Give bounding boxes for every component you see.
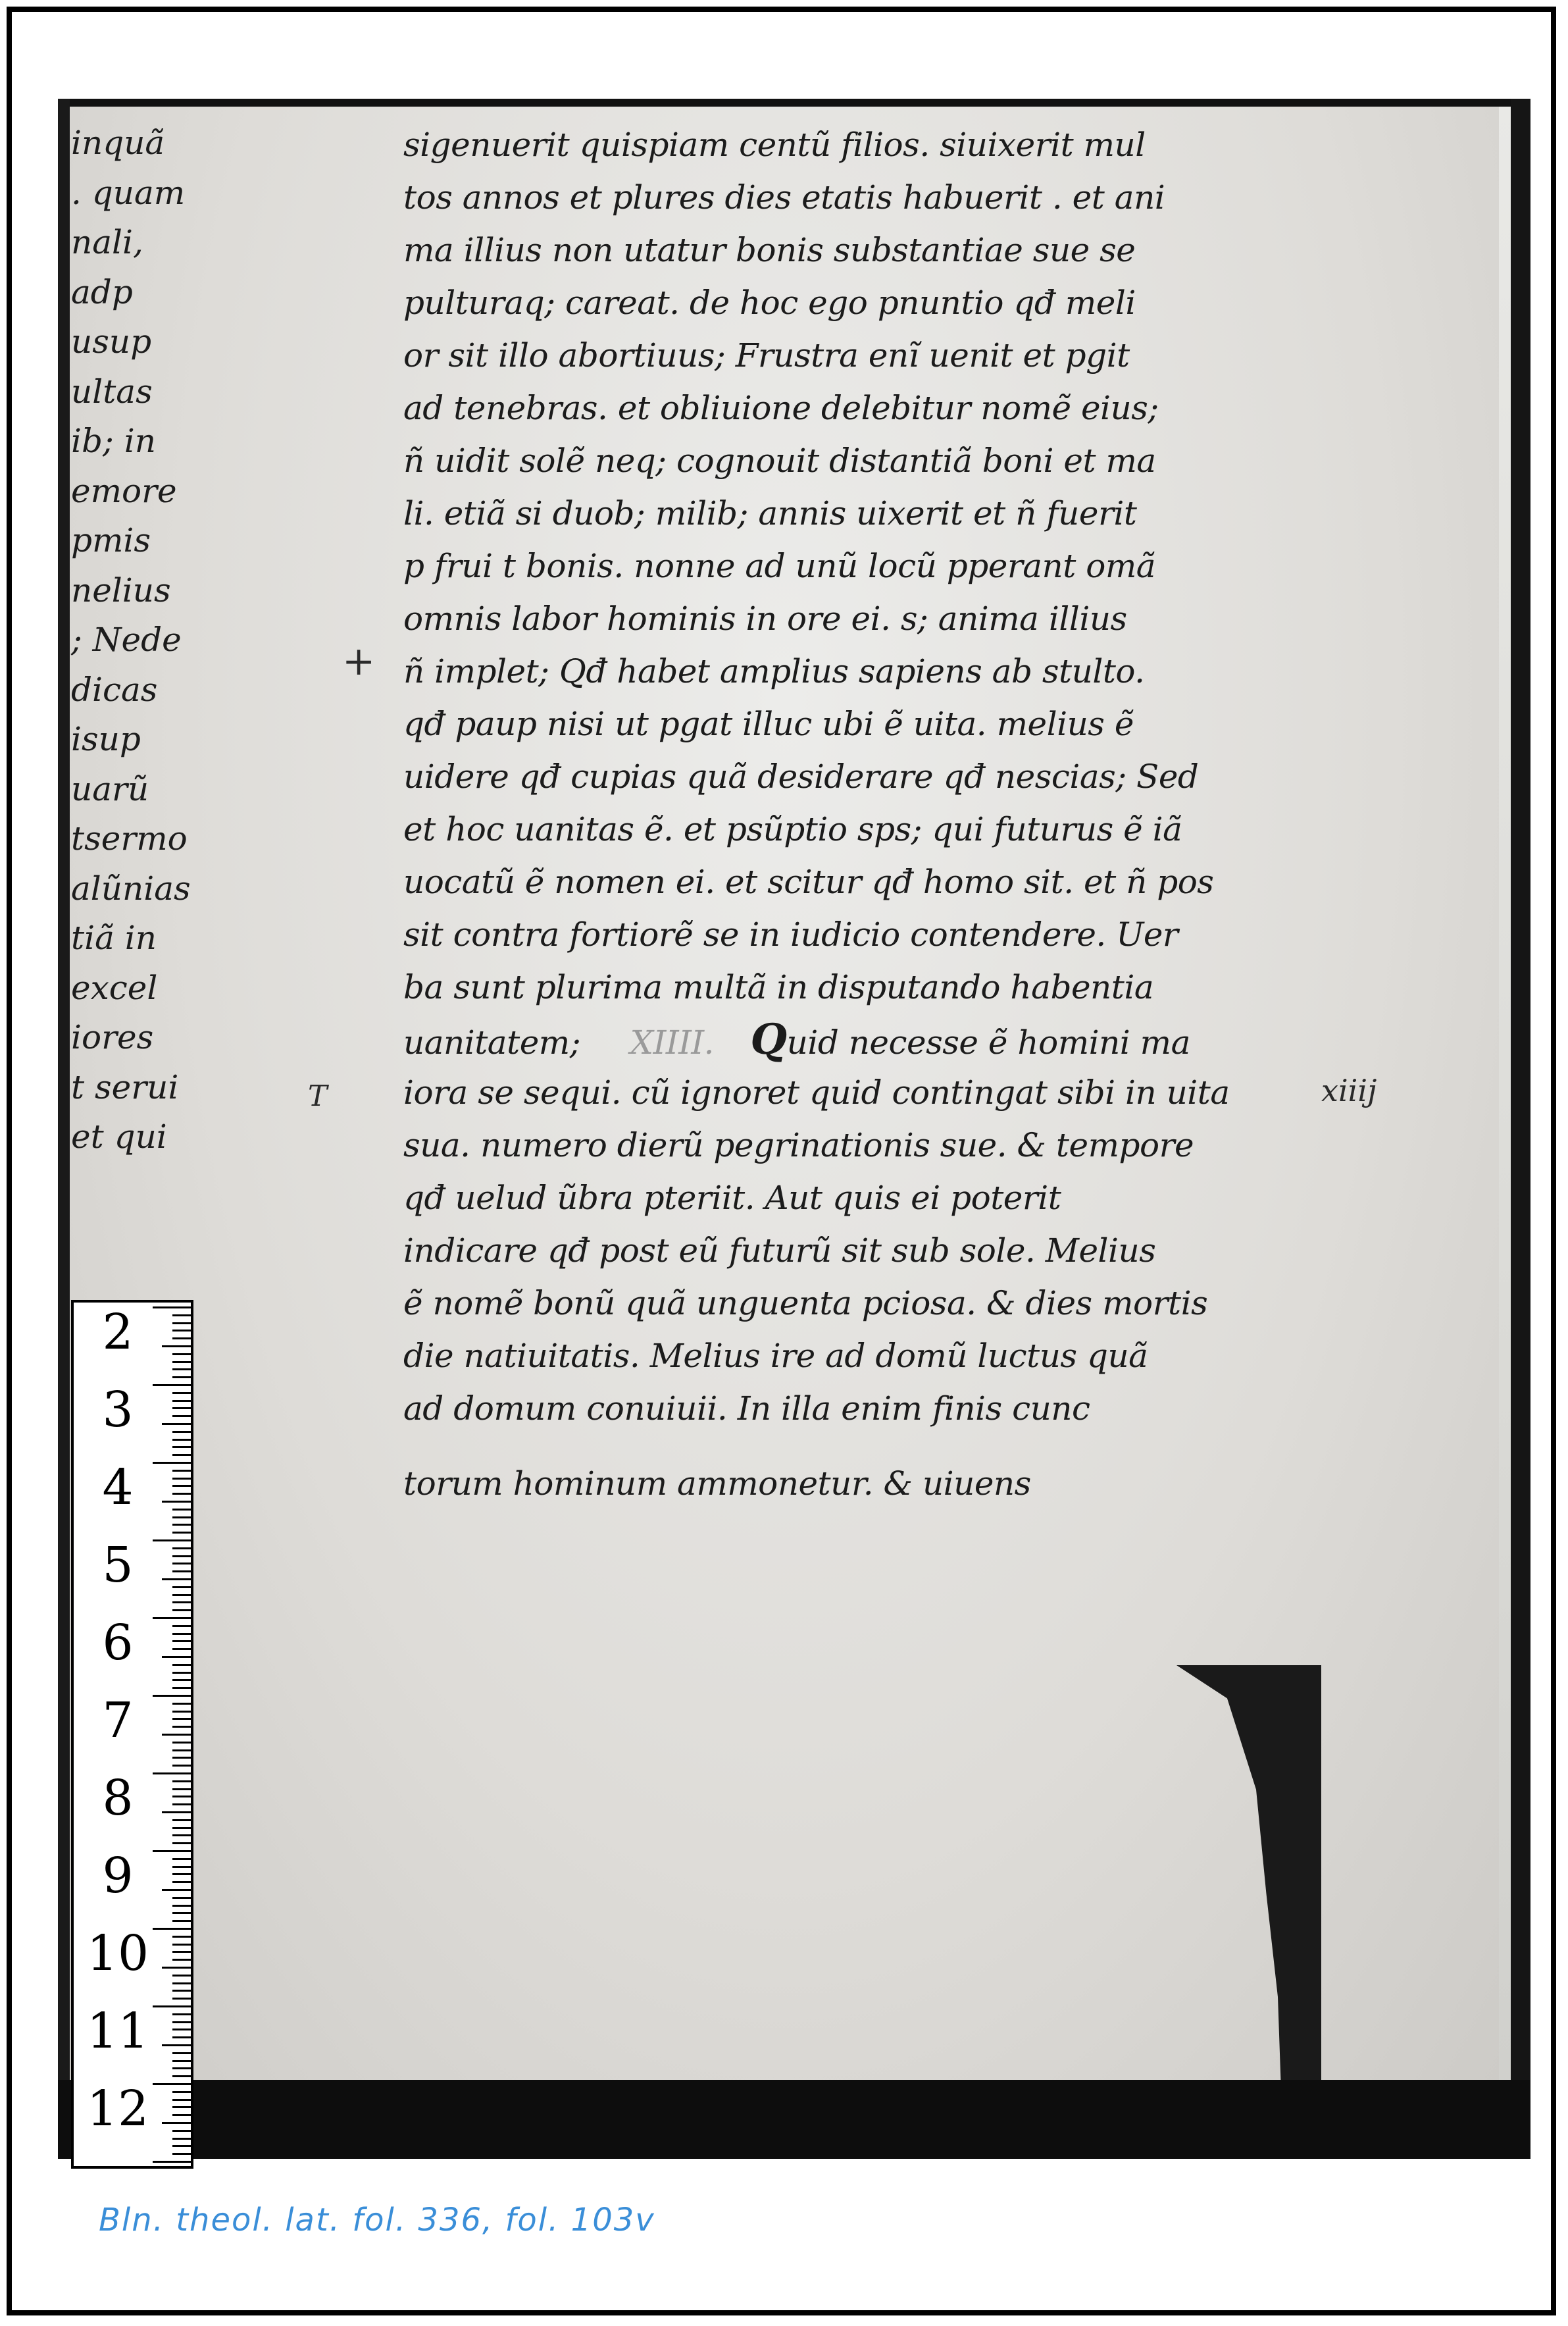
left-fragment: dicas — [71, 670, 158, 709]
text-line: ñ uidit solẽ neq; cognouit distantiã boni et ma — [403, 442, 1156, 480]
margin-cross-mark: + — [342, 638, 376, 685]
text-line: sit contra fortiorẽ se in iudicio contendere. Uer — [403, 916, 1178, 954]
ruler-number: 10 — [86, 1925, 149, 1982]
ruler-tick — [172, 1509, 191, 1511]
chapter-line-lead: uanitatem; — [403, 1023, 581, 1062]
ruler-tick — [172, 1524, 191, 1526]
ruler-number: 6 — [102, 1615, 134, 1671]
ruler-tick — [172, 1555, 191, 1557]
ruler-tick — [162, 1423, 191, 1425]
text-line: die natiuitatis. Melius ire ad domũ luctus quã — [403, 1337, 1148, 1375]
ruler-tick — [172, 2075, 191, 2077]
ruler-number: 11 — [86, 2003, 149, 2059]
photo-top-edge — [58, 99, 1530, 107]
ruler-number: 8 — [102, 1770, 134, 1826]
ruler-number: 7 — [102, 1692, 134, 1749]
ruler-tick — [172, 1726, 191, 1728]
left-fragment: pmis — [71, 521, 151, 559]
ruler-tick — [172, 1640, 191, 1642]
ruler-tick — [172, 1780, 191, 1782]
left-fragment: nali, — [71, 223, 143, 261]
ruler-number: 5 — [102, 1537, 134, 1593]
photo-bottom-band — [58, 2080, 1530, 2159]
ruler-tick — [172, 1470, 191, 1472]
text-line: qđ uelud ũbra pteriit. Aut quis ei poterit — [403, 1179, 1061, 1217]
text-line: uocatũ ẽ nomen ei. et scitur qđ homo sit. et ñ pos — [403, 863, 1214, 901]
ruler-tick — [172, 1415, 191, 1417]
left-fragment: emore — [71, 471, 177, 510]
ruler-tick — [172, 1368, 191, 1370]
ruler-tick — [172, 1547, 191, 1549]
ruler-tick — [172, 2114, 191, 2116]
ruler-tick — [172, 1711, 191, 1713]
text-line: pulturaq; careat. de hoc ego pnuntio qđ meli — [403, 284, 1136, 322]
text-line: ẽ nomẽ bonũ quã unguenta pciosa. & dies mortis — [403, 1284, 1208, 1322]
ruler-tick — [172, 1990, 191, 1992]
ruler-tick — [172, 1749, 191, 1751]
ruler-tick — [172, 1905, 191, 1907]
ruler-tick — [153, 1306, 191, 1308]
ruler-tick — [153, 2005, 191, 2007]
text-line: torum hominum ammonetur. & uiuens — [403, 1464, 1031, 1503]
left-fragment: nelius — [71, 571, 171, 609]
left-fragment: ultas — [71, 372, 153, 411]
margin-chapter-mark: xiiij — [1321, 1073, 1377, 1108]
left-column-fragments — [71, 118, 229, 1162]
text-line: sigenuerit quispiam centũ filios. siuixerit mul — [403, 126, 1146, 164]
ruler-tick — [172, 1912, 191, 1914]
ruler-tick — [172, 1454, 191, 1456]
ruler-tick — [172, 1687, 191, 1689]
chapter-break-line — [403, 1014, 1404, 1066]
ruler-tick — [172, 2106, 191, 2108]
ruler-tick — [172, 1563, 191, 1564]
ruler-tick — [172, 2130, 191, 2132]
left-fragment: adp — [71, 272, 133, 311]
ruler-tick — [172, 1897, 191, 1899]
ruler-tick — [162, 2044, 191, 2046]
ruler-tick — [153, 1384, 191, 1386]
ruler-tick — [172, 1819, 191, 1821]
ruler-tick — [172, 1866, 191, 1868]
ruler-tick — [172, 1431, 191, 1433]
ruler-tick — [172, 1842, 191, 1844]
ruler-tick — [172, 1353, 191, 1355]
ruler-tick — [172, 1407, 191, 1409]
ruler-tick — [153, 1850, 191, 1852]
ruler-tick — [153, 1695, 191, 1697]
ruler-tick — [172, 1532, 191, 1534]
ruler-tick — [172, 1959, 191, 1961]
ruler-number: 2 — [102, 1304, 134, 1360]
ruler-tick — [172, 2153, 191, 2155]
ruler-tick — [172, 1322, 191, 1324]
chapter-line-text: uid necesse ẽ homini ma — [786, 1023, 1190, 1062]
ruler-tick — [172, 1679, 191, 1681]
photo-right-edge — [1511, 99, 1530, 2159]
ruler-tick — [162, 1345, 191, 1347]
text-line: omnis labor hominis in ore ei. s; anima illius — [403, 600, 1127, 638]
margin-tau-mark: T — [308, 1079, 328, 1113]
chapter-initial: Q — [750, 1015, 787, 1064]
text-line: iora se sequi. cũ ignoret quid contingat sibi in uita — [403, 1073, 1230, 1112]
left-fragment: uarũ — [71, 769, 149, 808]
ruler-tick — [162, 1967, 191, 1969]
ruler-tick — [172, 1765, 191, 1767]
left-fragment: excel — [71, 968, 158, 1007]
ruler-tick — [172, 2091, 191, 2093]
text-line: ad domum conuiuii. In illa enim finis cunc — [403, 1389, 1090, 1428]
ruler-tick — [172, 1788, 191, 1790]
ruler-tick — [172, 2021, 191, 2023]
ruler-tick — [172, 1881, 191, 1883]
ruler-tick — [172, 1625, 191, 1627]
ruler-tick — [153, 2161, 191, 2163]
ruler-tick — [172, 1493, 191, 1495]
ruler-tick — [172, 1936, 191, 1938]
text-line: qđ paup nisi ut pgat illuc ubi ẽ uita. melius ẽ — [403, 705, 1134, 743]
ruler-tick — [172, 1998, 191, 2000]
ruler-tick — [153, 1772, 191, 1774]
ruler-tick — [172, 1858, 191, 1860]
text-line: sua. numero dierũ pegrinationis sue. & tempore — [403, 1126, 1194, 1164]
text-line: ba sunt plurima multã in disputando habentia — [403, 968, 1154, 1006]
ruler-tick — [172, 1330, 191, 1331]
ruler-tick — [172, 1485, 191, 1487]
ruler-number: 12 — [86, 2080, 149, 2137]
left-fragment: usup — [71, 323, 152, 361]
ruler-tick — [153, 2083, 191, 2085]
text-line: uidere qđ cupias quã desiderare qđ nescias; Sed — [403, 758, 1199, 796]
chapter-number: XIIII. — [630, 1023, 714, 1062]
ruler-tick — [172, 1648, 191, 1650]
text-line: tos annos et plures dies etatis habuerit . et ani — [403, 178, 1165, 217]
ruler-tick — [172, 2067, 191, 2069]
ruler-tick — [162, 1734, 191, 1736]
ruler-number: 4 — [102, 1459, 134, 1516]
text-line: indicare qđ post eũ futurũ sit sub sole. Melius — [403, 1231, 1156, 1270]
left-fragment: inquã — [71, 124, 165, 162]
ruler-tick — [162, 2122, 191, 2124]
ruler-tick — [172, 1586, 191, 1588]
ruler-tick — [172, 2099, 191, 2101]
archive-caption: Bln. theol. lat. fol. 336, fol. 103v — [99, 2202, 655, 2238]
ruler-tick — [172, 2145, 191, 2147]
ruler-tick — [172, 1951, 191, 1953]
ruler-tick — [172, 1834, 191, 1836]
ruler-tick — [172, 2138, 191, 2140]
ruler-tick — [172, 1827, 191, 1829]
ruler-tick — [172, 1664, 191, 1666]
text-line: li. etiã si duob; milib; annis uixerit et ñ fuerit — [403, 494, 1137, 532]
ruler-tick — [172, 2029, 191, 2030]
ruler-tick — [172, 1873, 191, 1875]
ruler-tick — [162, 1501, 191, 1503]
ruler-number: 3 — [102, 1382, 134, 1438]
ruler-tick — [172, 1718, 191, 1720]
ruler-tick — [172, 1920, 191, 1922]
left-fragment: ; Nede — [71, 621, 182, 659]
ruler-tick — [172, 1982, 191, 1984]
ruler-tick — [172, 1478, 191, 1480]
ruler-tick — [153, 1462, 191, 1464]
text-line: ma illius non utatur bonis substantiae sue se — [403, 231, 1136, 269]
measuring-ruler — [71, 1300, 193, 2169]
left-fragment: iores — [71, 1018, 154, 1056]
ruler-tick — [172, 2036, 191, 2038]
left-fragment: t serui — [71, 1068, 179, 1106]
ruler-tick — [172, 1439, 191, 1441]
ruler-tick — [172, 1803, 191, 1805]
ruler-tick — [172, 1796, 191, 1797]
text-line: p frui t bonis. nonne ad unũ locũ pperant omã — [403, 547, 1156, 585]
ruler-tick — [162, 1578, 191, 1580]
ruler-tick — [172, 1609, 191, 1611]
ruler-tick — [172, 1594, 191, 1596]
left-fragment: ib; in — [71, 422, 156, 460]
left-fragment: tsermo — [71, 819, 188, 858]
text-line: or sit illo abortiuus; Frustra enĩ uenit et pgit — [403, 336, 1130, 375]
ruler-tick — [172, 1757, 191, 1759]
ruler-tick — [172, 1376, 191, 1378]
ruler-tick — [172, 1975, 191, 1977]
left-fragment: isup — [71, 720, 141, 758]
ruler-tick — [172, 1944, 191, 1946]
ruler-tick — [172, 1314, 191, 1316]
ruler-tick — [172, 1516, 191, 1518]
ruler-tick — [172, 2060, 191, 2062]
text-line: ad tenebras. et obliuione delebitur nomẽ eius; — [403, 389, 1159, 427]
left-fragment: et qui — [71, 1118, 167, 1156]
ruler-tick — [172, 2052, 191, 2054]
ruler-tick — [162, 1889, 191, 1891]
text-line: et hoc uanitas ẽ. et psũptio sps; qui futurus ẽ iã — [403, 810, 1182, 848]
ruler-tick — [172, 1601, 191, 1603]
ruler-tick — [172, 1337, 191, 1339]
main-text-column — [403, 118, 1404, 1510]
ruler-tick — [153, 1617, 191, 1619]
ruler-tick — [172, 1742, 191, 1744]
ruler-tick — [172, 1703, 191, 1705]
ruler-tick — [172, 1672, 191, 1674]
ruler-tick — [172, 1446, 191, 1448]
ruler-tick — [153, 1539, 191, 1541]
ruler-tick — [162, 1656, 191, 1658]
ruler-tick — [172, 1400, 191, 1402]
left-fragment: tiã in — [71, 919, 157, 957]
left-fragment: . quam — [71, 173, 186, 212]
ruler-tick — [172, 1570, 191, 1572]
ruler-tick — [162, 1811, 191, 1813]
ruler-tick — [153, 1928, 191, 1930]
photo-left-edge — [58, 99, 70, 2159]
ruler-tick — [172, 1633, 191, 1635]
ruler-tick — [172, 1392, 191, 1394]
text-line: ñ implet; Qđ habet amplius sapiens ab stulto. — [403, 652, 1145, 690]
left-fragment: alũnias — [71, 869, 191, 908]
ruler-tick — [172, 2013, 191, 2015]
manuscript-photograph — [58, 99, 1530, 2159]
ruler-tick — [172, 1361, 191, 1363]
ruler-number: 9 — [102, 1848, 134, 1904]
